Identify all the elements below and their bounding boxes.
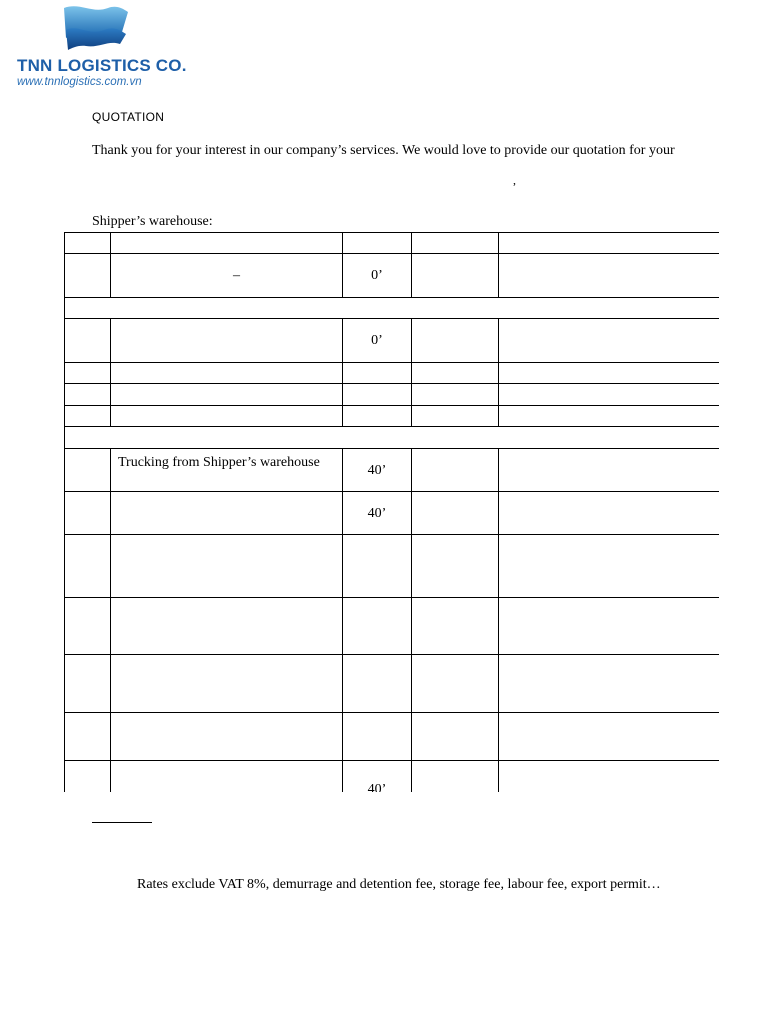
table-row [65,319,720,363]
table-cell [499,713,720,761]
table-cell [499,761,720,793]
table-cell [499,449,720,492]
table-cell [65,449,111,492]
table-cell [65,427,720,449]
table-cell [499,319,720,363]
table-cell [412,492,499,535]
company-name: TNN LOGISTICS CO. [17,56,187,75]
company-website: www.tnnlogistics.com.vn [17,76,142,88]
container-size: 40’ [367,463,387,478]
table-row [65,655,720,713]
wave-flag-icon [62,4,132,52]
table-cell [412,363,499,384]
container-size-cell [343,492,412,535]
table-cell [343,406,412,427]
table-cell [65,655,111,713]
table-cell [65,298,720,319]
table-cell [111,384,343,406]
table-cell [499,233,720,254]
table-cell [65,254,111,298]
table-cell [499,492,720,535]
table-cell [111,655,343,713]
intro-continuation: , [513,173,516,187]
table-cell [111,535,343,598]
table-cell [412,598,499,655]
table-cell [412,449,499,492]
table-cell [412,319,499,363]
table-cell [111,492,343,535]
table-row [65,449,720,492]
service-description: Trucking from Shipper’s warehouse [111,449,343,492]
table-row [65,492,720,535]
table-cell [343,535,412,598]
table-cell [499,254,720,298]
table-cell [499,406,720,427]
table-cell [412,384,499,406]
table-cell [111,761,343,793]
table-cell [343,655,412,713]
table-cell [111,713,343,761]
table-cell [412,535,499,598]
table-cell [499,363,720,384]
table-section-row [65,298,720,319]
table-cell [65,319,111,363]
table-cell [65,384,111,406]
rates-note: Rates exclude VAT 8%, demurrage and detention fee, storage fee, labour fee, export permit… [137,877,661,892]
table-cell [412,254,499,298]
document-title: QUOTATION [92,110,165,124]
container-size-cell [343,761,412,793]
table-cell [65,598,111,655]
table-cell [65,535,111,598]
table-cell [343,713,412,761]
table-cell [412,655,499,713]
table-cell [111,363,343,384]
table-cell [412,406,499,427]
table-cell [343,233,412,254]
container-size: 0’ [343,319,412,363]
table-row [65,713,720,761]
table-cell [65,713,111,761]
table-cell [111,598,343,655]
table-row [65,254,720,298]
table-row [65,384,720,406]
table-row [65,761,720,793]
table-cell [412,713,499,761]
table-row [65,406,720,427]
table-row [65,598,720,655]
dash-text: – [233,267,240,283]
table-cell [412,761,499,793]
table-cell [499,655,720,713]
table-cell [111,233,343,254]
intro-paragraph: Thank you for your interest in our company’s services. We would love to provide our quotation for your [92,143,675,158]
table-row [65,535,720,598]
table-cell [65,761,111,793]
company-logo [14,4,187,90]
container-size-cell [343,449,412,492]
table-cell [412,233,499,254]
table-cell [343,598,412,655]
quotation-table-wrap [64,232,719,792]
table-cell [343,363,412,384]
table-cell [343,384,412,406]
quotation-table [64,232,719,792]
table-cell [111,319,343,363]
table-cell [65,233,111,254]
container-size: 40’ [367,506,387,521]
table-cell [499,535,720,598]
route-dash [111,254,343,298]
table-row [65,233,720,254]
table-row [65,363,720,384]
table-cell [499,598,720,655]
table-cell [111,406,343,427]
table-cell [65,492,111,535]
container-size: 40’ [367,781,387,792]
footnote-separator [92,822,152,823]
table-cell [65,363,111,384]
shipper-warehouse-label: Shipper’s warehouse: [92,214,213,229]
table-section-row [65,427,720,449]
table-cell [65,406,111,427]
container-size: 0’ [343,254,412,298]
table-cell [499,384,720,406]
